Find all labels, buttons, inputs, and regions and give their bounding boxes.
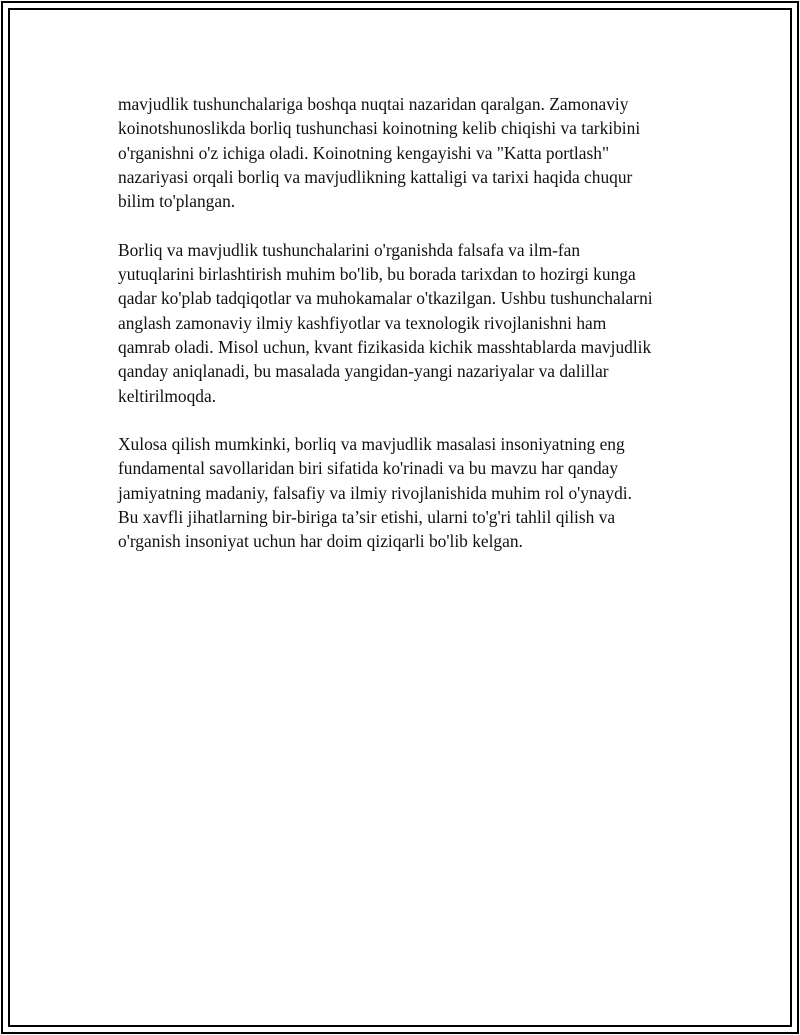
paragraph-3 [118, 432, 688, 553]
text-line: nazariyasi orqali borliq va mavjudlikning kattaligi va tarixi haqida chuqur [118, 166, 633, 187]
text-line: o'rganishni o'z ichiga oladi. Koinotning kengayishi va "Katta portlash" [118, 142, 610, 163]
text-line: fundamental savollaridan biri sifatida ko'rinadi va bu mavzu har qanday [118, 458, 619, 479]
paragraph-1 [118, 92, 688, 213]
text-line: o'rganish insoniyat uchun har doim qiziqarli bo'lib kelgan. [118, 531, 523, 552]
text-line: mavjudlik tushunchalariga boshqa nuqtai nazaridan qaralgan. Zamonaviy [118, 94, 629, 114]
paragraph-2 [118, 238, 688, 408]
text-line: Borliq va mavjudlik tushunchalarini o'rganishda falsafa va ilm-fan [118, 239, 581, 260]
text-line: qadar ko'plab tadqiqotlar va muhokamalar o'tkazilgan. Ushbu tushunchalarni [118, 288, 653, 309]
text-line: Bu xavfli jihatlarning bir-biriga ta’sir etishi, ularni to'g'ri tahlil qilish va [118, 507, 616, 528]
text-line: qanday aniqlanadi, bu masalada yangidan-yangi nazariyalar va dalillar [118, 361, 609, 382]
text-line: bilim to'plangan. [118, 191, 236, 212]
text-line: koinotshunoslikda borliq tushunchasi koinotning kelib chiqishi va tarkibini [118, 118, 641, 139]
document-body [118, 92, 688, 578]
text-line: jamiyatning madaniy, falsafiy va ilmiy rivojlanishida muhim rol o'ynaydi. [118, 482, 632, 503]
text-line: yutuqlarini birlashtirish muhim bo'lib, bu borada tarixdan to hozirgi kunga [118, 264, 636, 285]
text-line: Xulosa qilish mumkinki, borliq va mavjudlik masalasi insoniyatning eng [118, 434, 625, 455]
text-line: anglash zamonaviy ilmiy kashfiyotlar va texnologik rivojlanishni ham [118, 312, 607, 333]
text-line: qamrab oladi. Misol uchun, kvant fizikasida kichik masshtablarda mavjudlik [118, 336, 652, 357]
text-line: keltirilmoqda. [118, 385, 217, 406]
